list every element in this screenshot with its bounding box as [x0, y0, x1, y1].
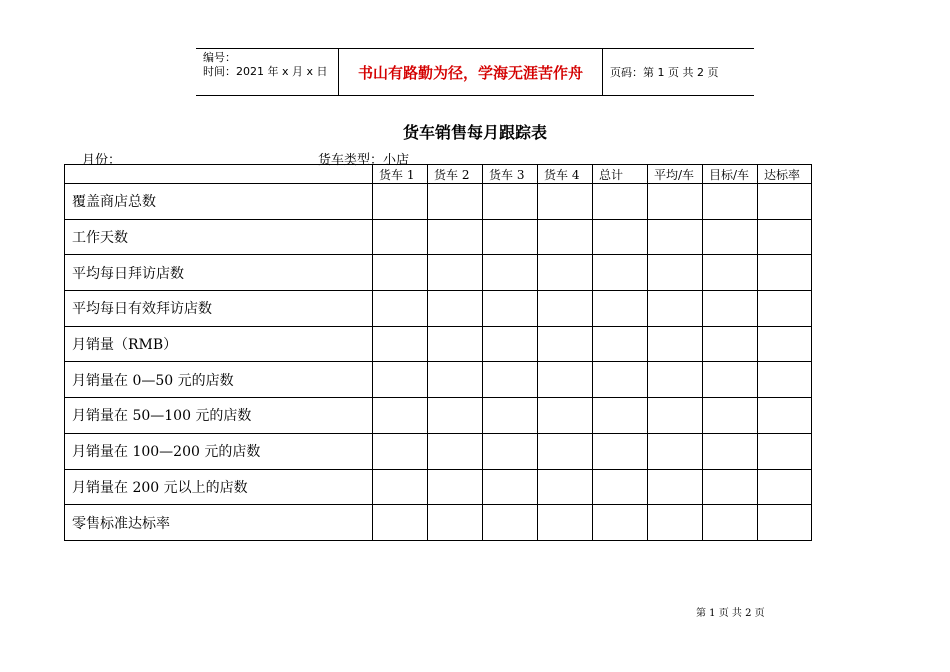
value-cell[interactable] — [648, 362, 703, 398]
row-label: 零售标准达标率 — [65, 505, 373, 541]
table-row — [65, 398, 812, 434]
value-cell[interactable] — [373, 433, 428, 469]
tracking-table — [64, 164, 812, 541]
value-cell[interactable] — [703, 433, 758, 469]
value-cell[interactable] — [428, 184, 483, 220]
value-cell[interactable] — [428, 219, 483, 255]
value-cell[interactable] — [538, 184, 593, 220]
value-cell[interactable] — [758, 362, 812, 398]
value-cell[interactable] — [648, 184, 703, 220]
value-cell[interactable] — [538, 433, 593, 469]
row-label: 工作天数 — [65, 219, 373, 255]
value-cell[interactable] — [758, 505, 812, 541]
value-cell[interactable] — [538, 291, 593, 327]
column-header: 货车 3 — [483, 165, 538, 184]
value-cell[interactable] — [483, 469, 538, 505]
value-cell[interactable] — [758, 291, 812, 327]
value-cell[interactable] — [373, 362, 428, 398]
value-cell[interactable] — [593, 469, 648, 505]
document-title: 货车销售每月跟踪表 — [402, 123, 547, 142]
value-cell[interactable] — [593, 219, 648, 255]
page-footer: 第 1 页 共 2 页 — [696, 608, 765, 619]
value-cell[interactable] — [538, 219, 593, 255]
value-cell[interactable] — [373, 219, 428, 255]
value-cell[interactable] — [428, 291, 483, 327]
value-cell[interactable] — [703, 326, 758, 362]
value-cell[interactable] — [593, 362, 648, 398]
column-header: 总计 — [593, 165, 648, 184]
value-cell[interactable] — [593, 398, 648, 434]
value-cell[interactable] — [648, 505, 703, 541]
page-header — [196, 48, 754, 96]
row-label: 月销量在 200 元以上的店数 — [65, 469, 373, 505]
value-cell[interactable] — [428, 326, 483, 362]
value-cell[interactable] — [703, 398, 758, 434]
value-cell[interactable] — [428, 433, 483, 469]
table-row — [65, 362, 812, 398]
value-cell[interactable] — [703, 362, 758, 398]
value-cell[interactable] — [538, 505, 593, 541]
column-header: 货车 1 — [373, 165, 428, 184]
value-cell[interactable] — [483, 219, 538, 255]
value-cell[interactable] — [758, 326, 812, 362]
value-cell[interactable] — [593, 505, 648, 541]
row-label: 月销量在 100—200 元的店数 — [65, 433, 373, 469]
value-cell[interactable] — [373, 255, 428, 291]
value-cell[interactable] — [373, 326, 428, 362]
header-divider — [602, 49, 603, 95]
row-label: 月销量在 50—100 元的店数 — [65, 398, 373, 434]
value-cell[interactable] — [758, 184, 812, 220]
value-cell[interactable] — [703, 255, 758, 291]
column-header: 平均/车 — [648, 165, 703, 184]
value-cell[interactable] — [373, 291, 428, 327]
value-cell[interactable] — [703, 184, 758, 220]
value-cell[interactable] — [538, 469, 593, 505]
value-cell[interactable] — [428, 362, 483, 398]
value-cell[interactable] — [483, 362, 538, 398]
table-row — [65, 184, 812, 220]
column-header: 货车 2 — [428, 165, 483, 184]
value-cell[interactable] — [758, 219, 812, 255]
row-label: 覆盖商店总数 — [65, 184, 373, 220]
value-cell[interactable] — [593, 433, 648, 469]
value-cell[interactable] — [538, 362, 593, 398]
value-cell[interactable] — [483, 433, 538, 469]
row-label: 平均每日有效拜访店数 — [65, 291, 373, 327]
value-cell[interactable] — [483, 291, 538, 327]
value-cell[interactable] — [648, 219, 703, 255]
table-header-row — [65, 165, 812, 184]
value-cell[interactable] — [648, 326, 703, 362]
value-cell[interactable] — [483, 398, 538, 434]
value-cell[interactable] — [538, 255, 593, 291]
value-cell[interactable] — [593, 184, 648, 220]
value-cell[interactable] — [648, 398, 703, 434]
value-cell[interactable] — [428, 505, 483, 541]
value-cell[interactable] — [428, 398, 483, 434]
table-row — [65, 505, 812, 541]
value-cell[interactable] — [758, 255, 812, 291]
code-label: 编号： — [203, 51, 236, 64]
table-row — [65, 469, 812, 505]
value-cell[interactable] — [593, 291, 648, 327]
month-label: 月份： — [82, 153, 122, 168]
value-cell[interactable] — [648, 291, 703, 327]
value-cell[interactable] — [593, 326, 648, 362]
value-cell[interactable] — [758, 469, 812, 505]
header-info — [203, 51, 328, 79]
value-cell[interactable] — [758, 398, 812, 434]
column-header: 达标率 — [758, 165, 812, 184]
value-cell[interactable] — [648, 433, 703, 469]
value-cell[interactable] — [703, 505, 758, 541]
value-cell[interactable] — [483, 326, 538, 362]
column-header: 货车 4 — [538, 165, 593, 184]
value-cell[interactable] — [538, 326, 593, 362]
value-cell[interactable] — [538, 398, 593, 434]
value-cell[interactable] — [483, 184, 538, 220]
value-cell[interactable] — [373, 505, 428, 541]
header-motto: 书山有路勤为径，学海无涯苦作舟 — [357, 63, 583, 82]
value-cell[interactable] — [593, 255, 648, 291]
table-row — [65, 291, 812, 327]
value-cell[interactable] — [648, 469, 703, 505]
value-cell[interactable] — [428, 255, 483, 291]
table-row — [65, 433, 812, 469]
column-header: 目标/车 — [703, 165, 758, 184]
truck-type-label: 货车类型：小店 — [318, 153, 410, 168]
table-row — [65, 219, 812, 255]
value-cell[interactable] — [758, 433, 812, 469]
value-cell[interactable] — [703, 291, 758, 327]
value-cell[interactable] — [483, 505, 538, 541]
page-info: 页码：第 1 页 共 2 页 — [610, 66, 719, 79]
row-label: 月销量（RMB） — [65, 326, 373, 362]
value-cell[interactable] — [373, 184, 428, 220]
row-label: 月销量在 0—50 元的店数 — [65, 362, 373, 398]
value-cell[interactable] — [373, 398, 428, 434]
value-cell[interactable] — [648, 255, 703, 291]
value-cell[interactable] — [703, 469, 758, 505]
table-row — [65, 255, 812, 291]
value-cell[interactable] — [373, 469, 428, 505]
value-cell[interactable] — [703, 219, 758, 255]
value-cell[interactable] — [483, 255, 538, 291]
table-row — [65, 326, 812, 362]
value-cell[interactable] — [428, 469, 483, 505]
column-header — [65, 165, 373, 184]
row-label: 平均每日拜访店数 — [65, 255, 373, 291]
time-label: 时间：2021 年 x 月 x 日 — [203, 65, 328, 78]
